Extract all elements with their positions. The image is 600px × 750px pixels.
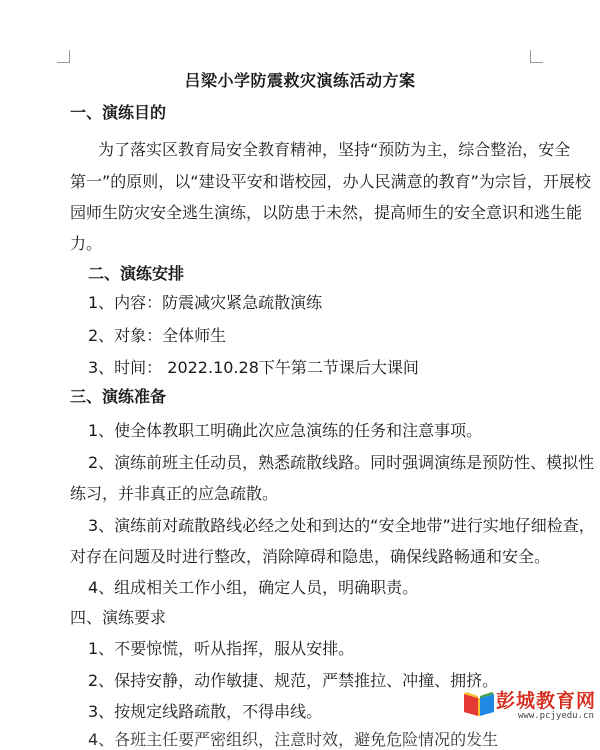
watermark-site-name: 彭城教育网 [496, 690, 597, 712]
section-1-heading: 一、演练目的 [70, 103, 167, 122]
site-watermark-logo [462, 686, 597, 730]
section-2-heading: 二、演练安排 [88, 264, 185, 283]
section-3-item-3-line-2: 对存在问题及时进行整改，消除障碍和隐患，确保线路畅通和安全。 [70, 547, 551, 566]
section-3-item-2-line-1: 2、演练前班主任动员，熟悉疏散线路。同时强调演练是预防性、模拟性 [88, 453, 595, 472]
section-1-paragraph-line-2: 第一”的原则，以“建设平安和谐校园，办人民满意的教育”为宗旨，开展校 [70, 172, 591, 191]
section-1-paragraph-line-1: 为了落实区教育局安全教育精神，坚持“预防为主，综合整治，安全 [98, 140, 571, 159]
page-corner-mark-top-left [57, 50, 70, 63]
section-2-item-1: 1、内容：防震减灾紧急疏散演练 [88, 293, 323, 312]
book-logo-icon [462, 688, 496, 718]
section-2-item-2: 2、对象：全体师生 [88, 326, 227, 345]
section-1-paragraph-line-3: 园师生防灾安全逃生演练，以防患于未然，提高师生的安全意识和逃生能 [70, 203, 583, 222]
section-2-item-3: 3、时间： 2022.10.28下午第二节课后大课间 [88, 358, 419, 377]
section-4-heading: 四、演练要求 [70, 608, 167, 627]
section-3-item-2-line-2: 练习，并非真正的应急疏散。 [70, 484, 279, 503]
page-corner-mark-top-right [530, 50, 543, 63]
section-4-item-1: 1、不要惊慌，听从指挥，服从安排。 [88, 639, 355, 658]
section-4-item-2: 2、保持安静，动作敏捷、规范，严禁推拉、冲撞、拥挤。 [88, 671, 499, 690]
section-4-item-4-partial: 4、各班主任要严密组织，注意时效，避免危险情况的发生 [88, 730, 499, 749]
section-3-item-1: 1、使全体教职工明确此次应急演练的任务和注意事项。 [88, 421, 483, 440]
section-3-heading: 三、演练准备 [70, 387, 167, 406]
section-3-item-4: 4、组成相关工作小组，确定人员，明确职责。 [88, 578, 419, 597]
section-4-item-3: 3、按规定线路疏散，不得串线。 [88, 702, 323, 721]
section-3-item-3-line-1: 3、演练前对疏散路线必经之处和到达的“安全地带”进行实地仔细检查， [88, 516, 595, 535]
document-title: 吕梁小学防震救灾演练活动方案 [184, 71, 416, 90]
section-1-paragraph-line-4: 力。 [70, 234, 103, 253]
watermark-site-url: www.pcjyedu.cn [518, 711, 594, 721]
